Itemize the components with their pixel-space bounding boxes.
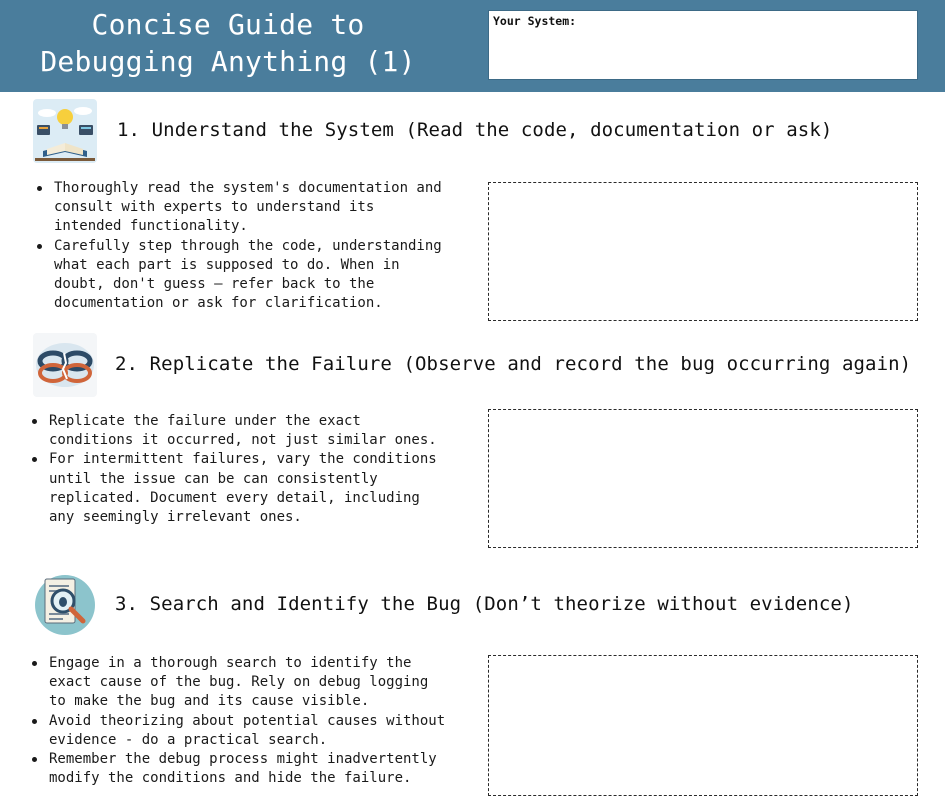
section-2-bullets [27, 412, 437, 527]
list-item: For intermittent failures, vary the conditions until the issue can be can consistently replicated. Document every detail, including any seemingly irrelevant ones. [27, 450, 437, 527]
list-item: Carefully step through the code, understanding what each part is supposed to do. When in doubt, don't guess — refer back to the documentation or ask for clarification. [32, 237, 442, 314]
title-line-1: Concise Guide to [91, 8, 365, 41]
section-3-bullets [27, 654, 445, 788]
chain-link-icon [33, 333, 97, 397]
list-item: Replicate the failure under the exact conditions it occurred, not just similar ones. [27, 412, 437, 450]
list-item: Thoroughly read the system's documentation and consult with experts to understand its intended functionality. [32, 179, 442, 237]
section-3-heading: 3. Search and Identify the Bug (Don’t theorize without evidence) [115, 593, 854, 615]
section-3-notes-box[interactable] [488, 655, 918, 796]
your-system-label: Your System: [493, 14, 577, 28]
list-item: Engage in a thorough search to identify the exact cause of the bug. Rely on debug logging to make the bug and its cause visible. [27, 654, 445, 712]
section-1-notes-box[interactable] [488, 182, 918, 321]
magnifier-bug-icon [33, 573, 97, 637]
section-1-bullets [32, 179, 442, 313]
list-item: Remember the debug process might inadvertently modify the conditions and hide the failure. [27, 750, 445, 788]
title-line-2: Debugging Anything (1) [40, 45, 416, 78]
header-banner [0, 0, 945, 92]
your-system-field[interactable] [488, 10, 918, 80]
section-1-heading: 1. Understand the System (Read the code, documentation or ask) [117, 119, 833, 141]
page-title [0, 6, 456, 80]
book-lightbulb-icon [33, 99, 97, 163]
section-2-heading: 2. Replicate the Failure (Observe and record the bug occurring again) [115, 353, 912, 375]
list-item: Avoid theorizing about potential causes without evidence - do a practical search. [27, 712, 445, 750]
section-2-notes-box[interactable] [488, 409, 918, 548]
